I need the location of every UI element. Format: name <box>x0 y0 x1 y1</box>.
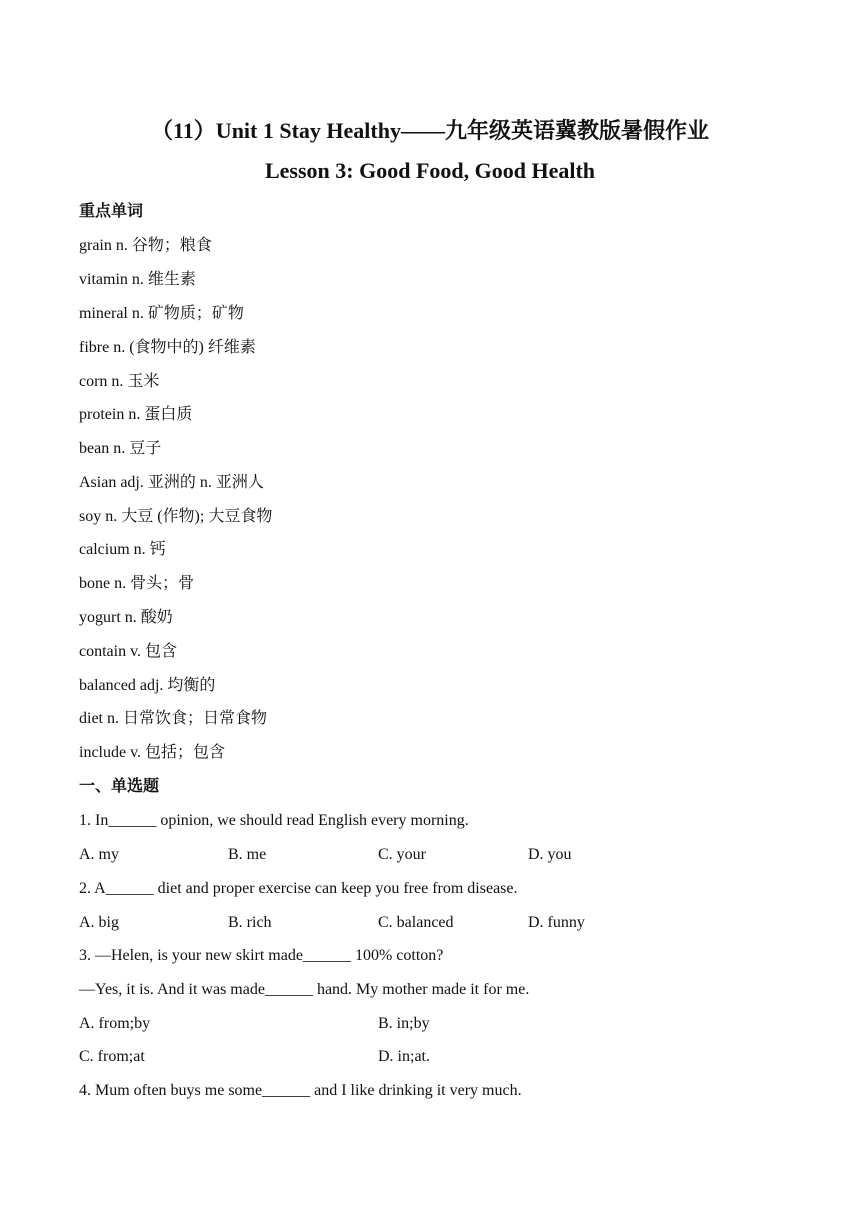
vocab-item: vitamin n. 维生素 <box>79 271 196 288</box>
question-3-stem: 3. —Helen, is your new skirt made______ 100% cotton? <box>79 947 444 964</box>
vocab-item: mineral n. 矿物质；矿物 <box>79 305 244 322</box>
question-1-option-b: B. me <box>228 846 267 863</box>
vocab-item: Asian adj. 亚洲的 n. 亚洲人 <box>79 474 264 491</box>
question-2-option-b: B. rich <box>228 914 272 931</box>
vocab-item: include v. 包括；包含 <box>79 744 226 761</box>
vocab-item: bone n. 骨头；骨 <box>79 575 195 592</box>
question-4-stem: 4. Mum often buys me some______ and I like drinking it very much. <box>79 1082 522 1099</box>
section-heading: 一、单选题 <box>79 778 160 795</box>
question-2-stem: 2. A______ diet and proper exercise can keep you free from disease. <box>79 880 518 897</box>
document-title: （11）Unit 1 Stay Healthy——九年级英语冀教版暑假作业 <box>151 118 709 143</box>
question-3-option-c: C. from;at <box>79 1048 145 1065</box>
question-2-option-a: A. big <box>79 914 119 931</box>
vocab-item: diet n. 日常饮食；日常食物 <box>79 710 267 727</box>
vocab-item: protein n. 蛋白质 <box>79 406 193 423</box>
vocab-item: yogurt n. 酸奶 <box>79 609 173 626</box>
question-3-option-a: A. from;by <box>79 1015 151 1032</box>
vocab-item: soy n. 大豆 (作物); 大豆食物 <box>79 508 273 525</box>
question-3-option-b: B. in;by <box>378 1015 430 1032</box>
vocab-item: fibre n. (食物中的) 纤维素 <box>79 339 256 356</box>
lesson-title: Lesson 3: Good Food, Good Health <box>264 158 596 183</box>
question-1-option-d: D. you <box>528 846 572 863</box>
question-1-option-c: C. your <box>378 846 426 863</box>
question-1-stem: 1. In______ opinion, we should read English every morning. <box>79 812 469 829</box>
vocab-item: balanced adj. 均衡的 <box>79 677 216 694</box>
question-3-option-d: D. in;at. <box>378 1048 430 1065</box>
vocab-item: corn n. 玉米 <box>79 373 160 390</box>
vocab-item: bean n. 豆子 <box>79 440 162 457</box>
question-3-stem-continued: —Yes, it is. And it was made______ hand. My mother made it for me. <box>79 981 530 998</box>
question-1-option-a: A. my <box>79 846 119 863</box>
vocab-item: calcium n. 钙 <box>79 541 166 558</box>
question-2-option-c: C. balanced <box>378 914 454 931</box>
vocab-heading: 重点单词 <box>79 203 144 220</box>
vocab-item: contain v. 包含 <box>79 643 178 660</box>
vocab-item: grain n. 谷物；粮食 <box>79 237 212 254</box>
question-2-option-d: D. funny <box>528 914 585 931</box>
